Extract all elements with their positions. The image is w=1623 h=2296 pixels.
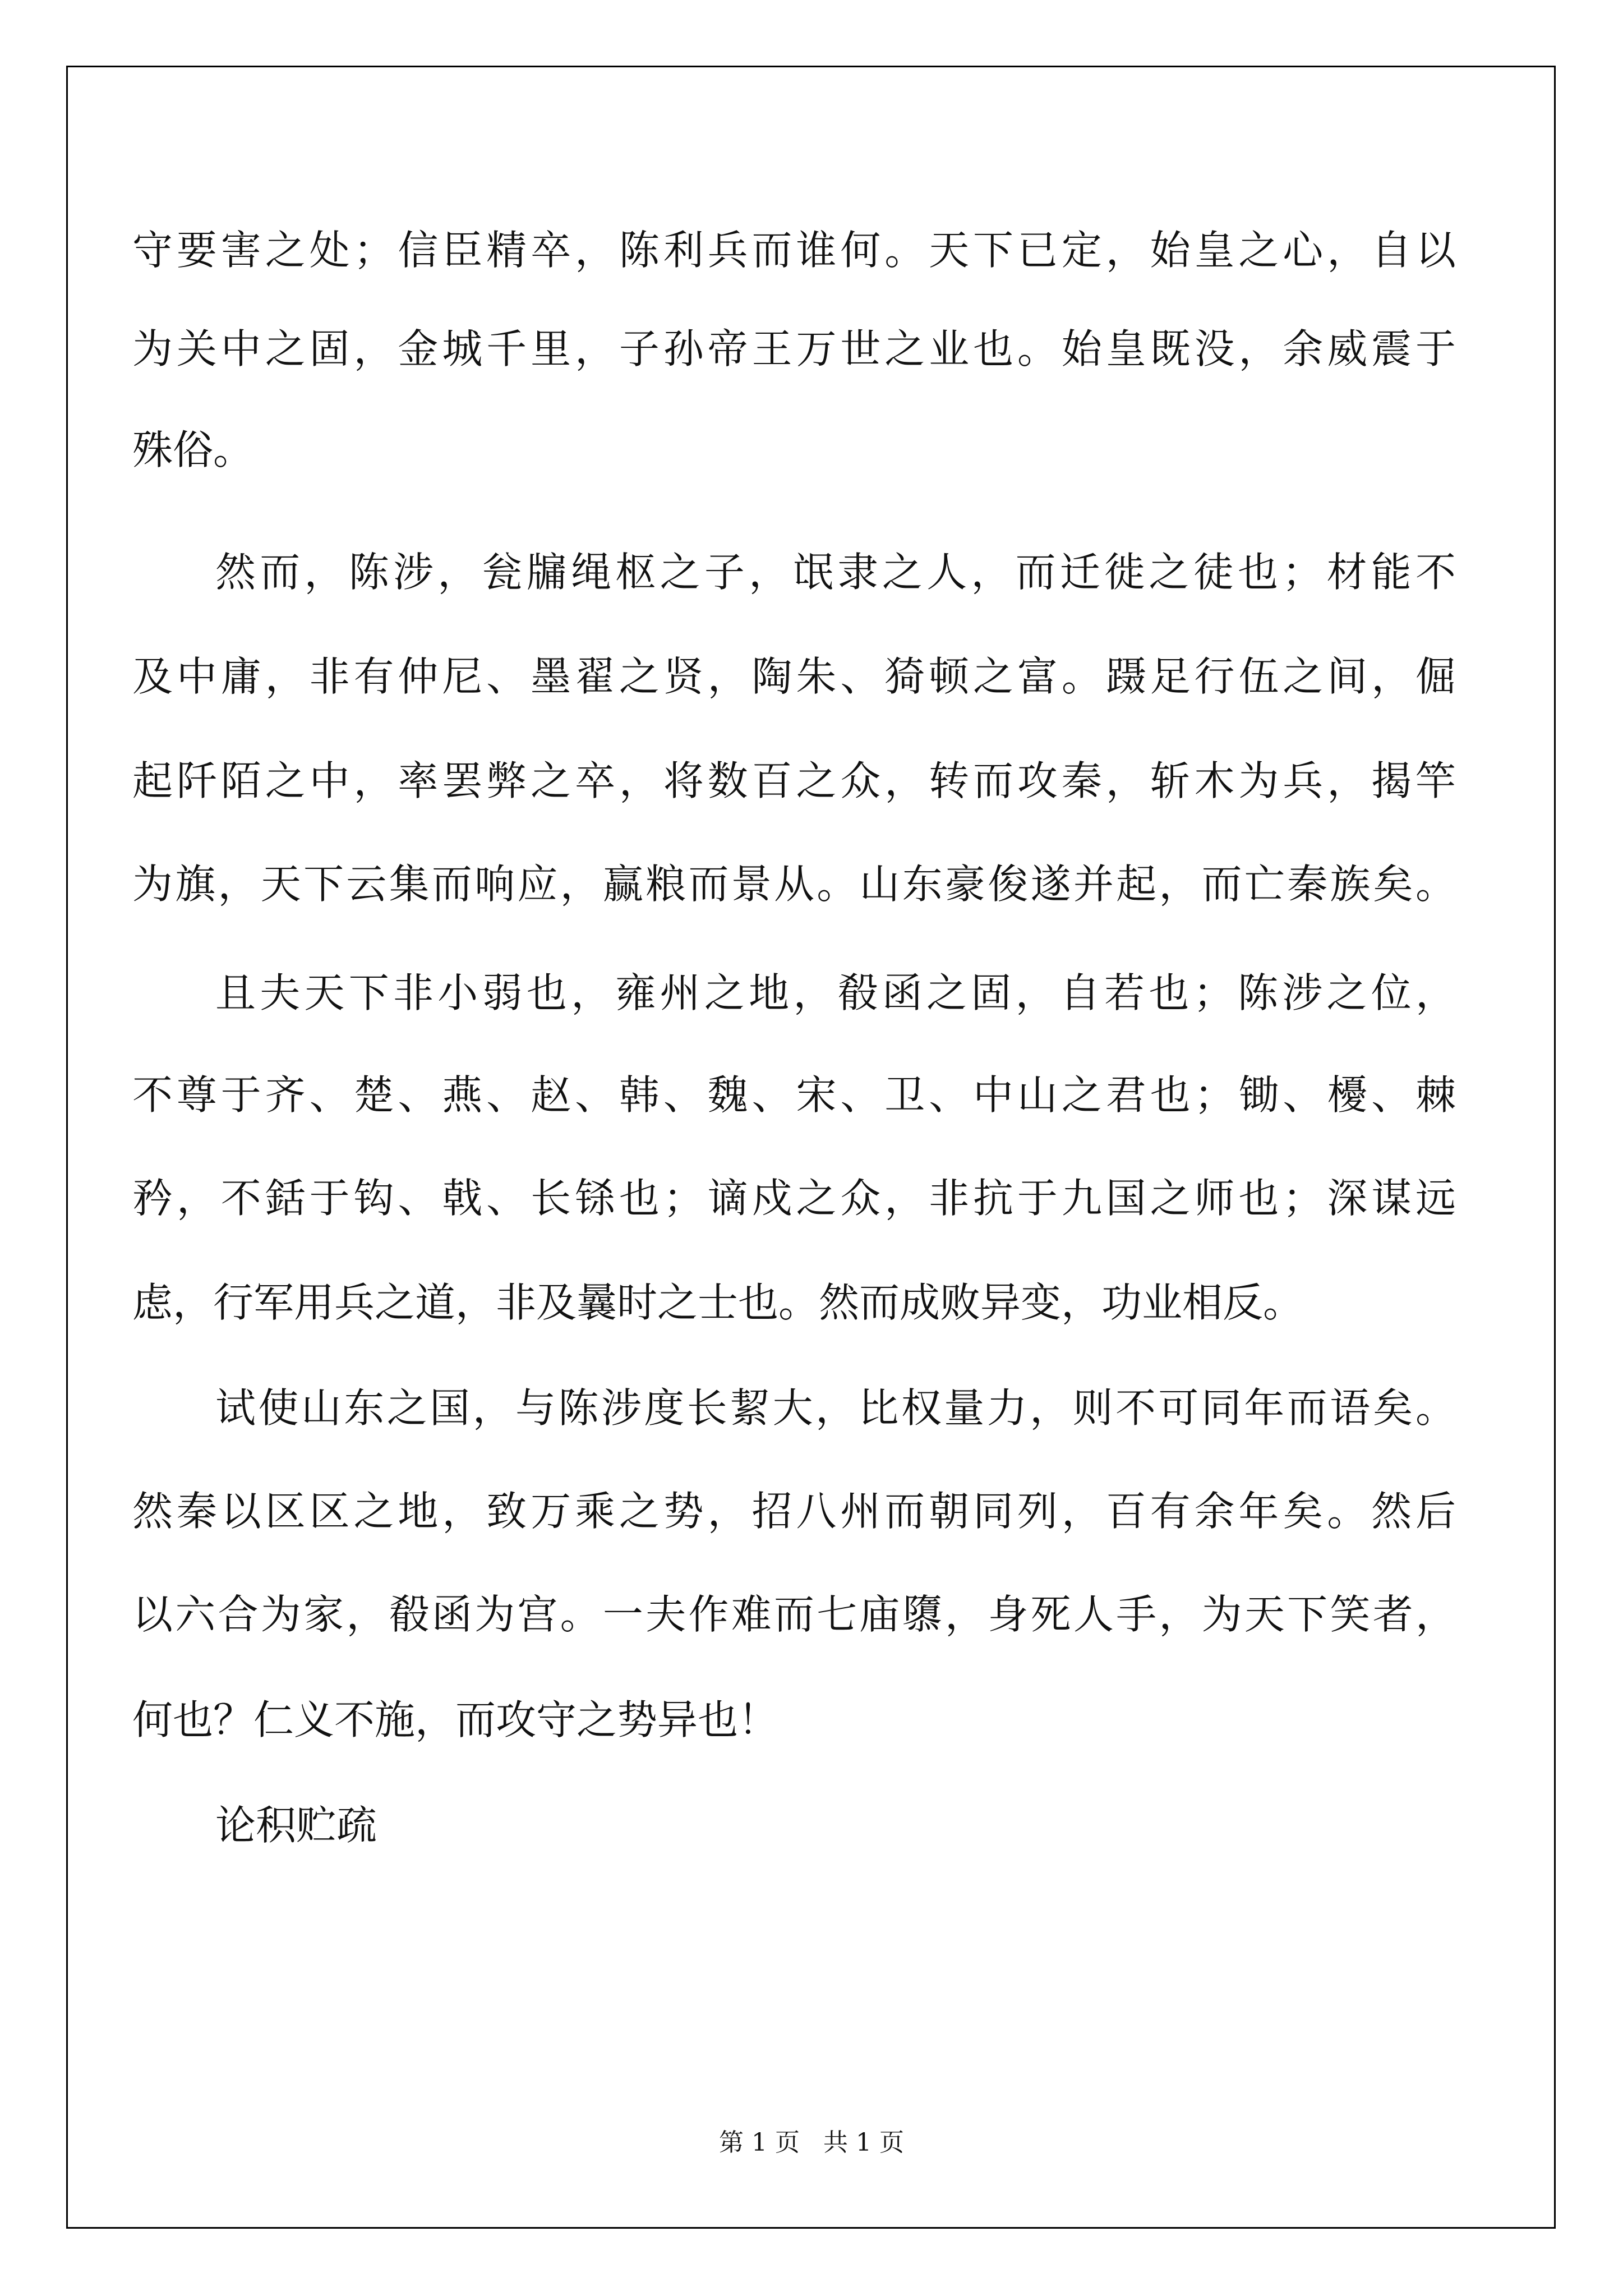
text-line: 然而，陈涉，瓮牖绳枢之子，氓隶之人，而迁徙之徒也；材能不 (215, 549, 1456, 596)
text-line: 守要害之处；信臣精卒，陈利兵而谁何。天下已定，始皇之心，自以 (132, 227, 1456, 274)
text-line: 起阡陌之中，率罢弊之卒，将数百之众，转而攻秦，斩木为兵，揭竿 (132, 757, 1456, 804)
text-line: 以六合为家，殽函为宫。一夫作难而七庙隳，身死人手，为天下笑者， (132, 1591, 1456, 1638)
text-line: 何也？仁义不施，而攻守之势异也！ (132, 1696, 779, 1743)
text-line: 虑，行军用兵之道，非及曩时之士也。然而成败异变，功业相反。 (132, 1279, 1304, 1326)
text-line: 为关中之固，金城千里，子孙帝王万世之业也。始皇既没，余威震于 (132, 325, 1456, 372)
page-border (66, 66, 1556, 2229)
section-title: 论积贮疏 (215, 1802, 377, 1849)
text-line: 矜，不銛于钩、戟、长铩也；谪戍之众，非抗于九国之师也；深谋远 (132, 1175, 1456, 1222)
text-line: 且夫天下非小弱也，雍州之地，殽函之固，自若也；陈涉之位， (215, 969, 1456, 1016)
text-line: 然秦以区区之地，致万乘之势，招八州而朝同列，百有余年矣。然后 (132, 1488, 1456, 1535)
text-line: 殊俗。 (132, 426, 254, 473)
text-line: 为旗，天下云集而响应，赢粮而景从。山东豪俊遂并起，而亡秦族矣。 (132, 861, 1456, 908)
page-number-footer: 第 1 页 共 1 页 (719, 2128, 904, 2157)
text-line: 不尊于齐、楚、燕、赵、韩、魏、宋、卫、中山之君也；锄、櫌、棘 (132, 1071, 1456, 1119)
text-line: 试使山东之国，与陈涉度长絜大，比权量力，则不可同年而语矣。 (215, 1384, 1456, 1432)
text-line: 及中庸，非有仲尼、墨翟之贤，陶朱、猗顿之富。蹑足行伍之间，倔 (132, 653, 1456, 700)
